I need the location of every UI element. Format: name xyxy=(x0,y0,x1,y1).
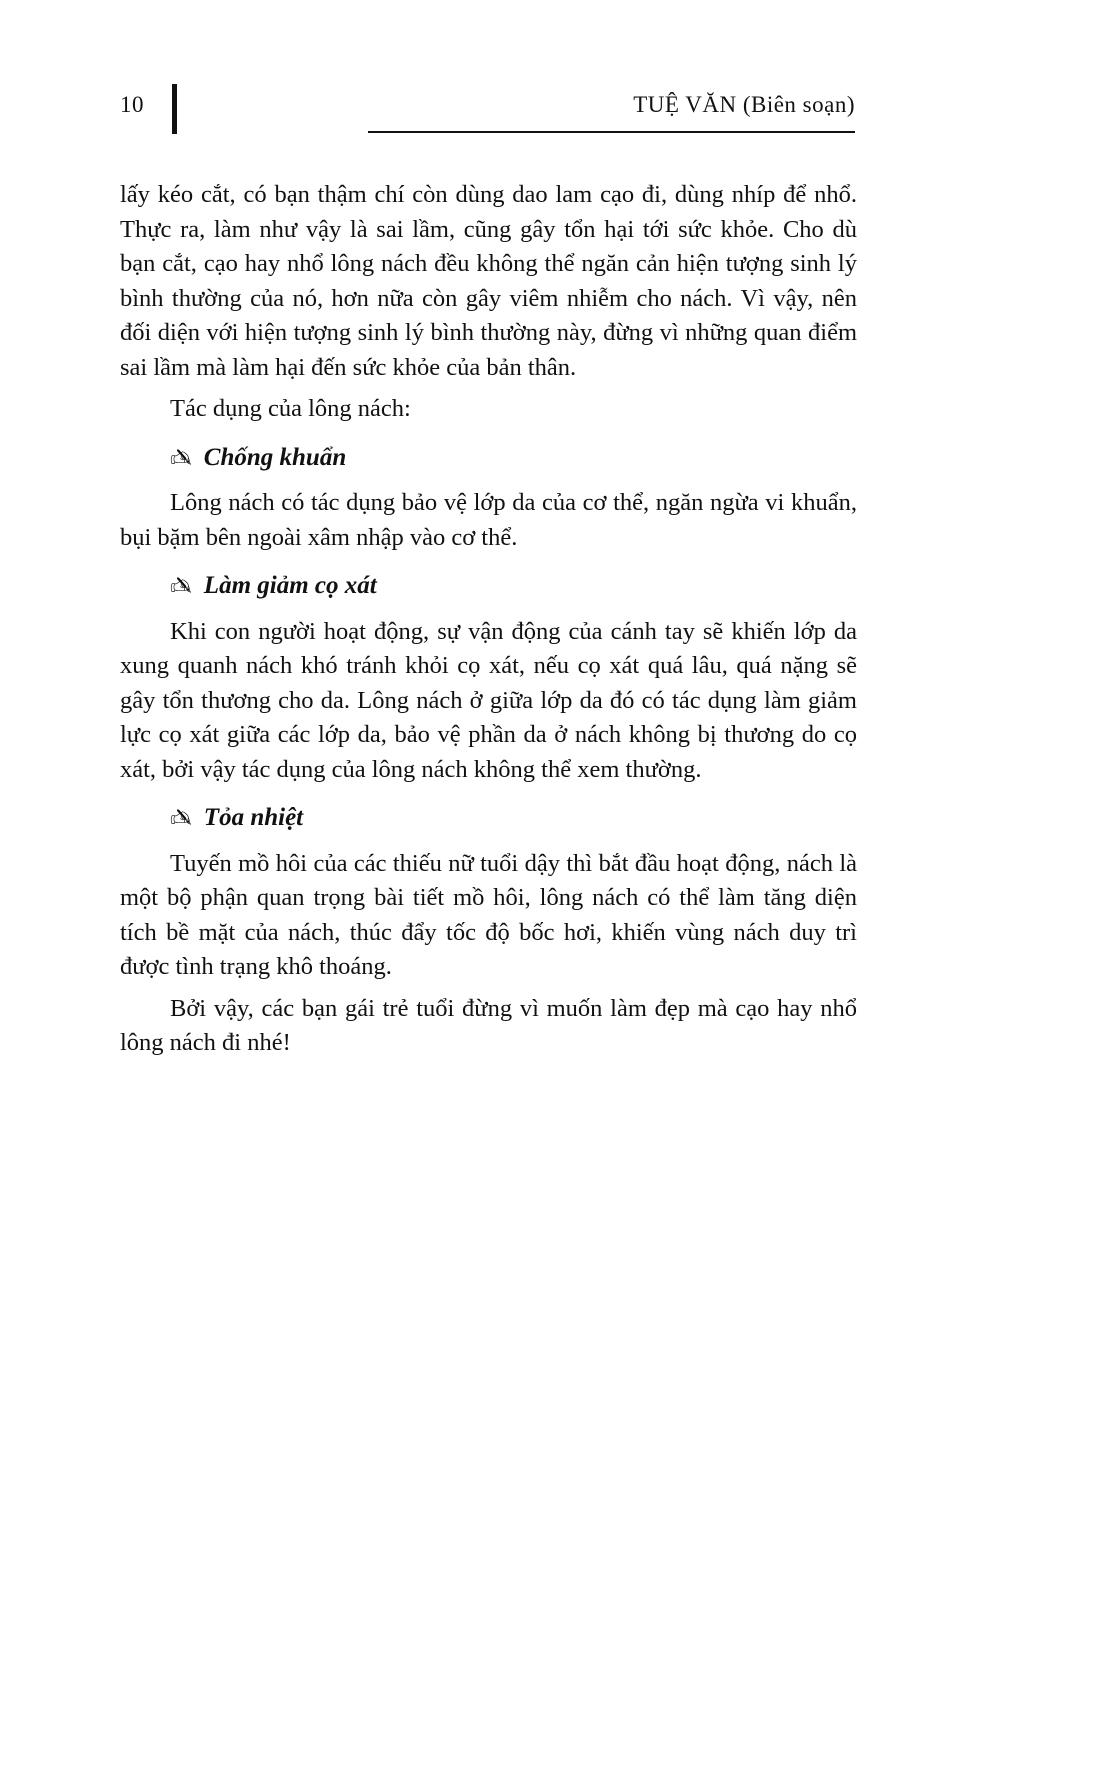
running-title: TUỆ VĂN (Biên soạn) xyxy=(633,92,855,117)
section-heading-label: Tỏa nhiệt xyxy=(203,804,304,831)
section-heading-heat xyxy=(170,800,857,836)
section-heading-label: Chống khuẩn xyxy=(203,443,347,471)
paragraph-lead-in: Tác dụng của lông nách: xyxy=(170,395,411,422)
paragraph-intro: lấy kéo cắt, có bạn thậm chí còn dùng dao lam cạo đi, dùng nhíp để nhổ. Thực ra, làm như vậy là sai lầm, cũng gây tổn hại tới sức khỏe. Cho dù bạn cắt, cạo hay nhổ lông nách đều không thể ngăn cản hiện tượng sinh lý bình thường của nó, hơn nữa còn gây viêm nhiễm cho nách. Vì vậy, nên đối diện với hiện tượng sinh lý bình thường này, đừng vì những quan điểm sai lầm mà làm hại đến sức khỏe của bản thân. xyxy=(120,181,857,381)
section-body: Khi con người hoạt động, sự vận động của cánh tay sẽ khiến lớp da xung quanh nách khó tránh khỏi cọ xát, nếu cọ xát quá lâu, quá nặng sẽ gây tổn thương cho da. Lông nách ở giữa lớp da đó có tác dụng làm giảm lực cọ xát giữa các lớp da, bảo vệ phần da ở nách không bị thương do cọ xát, bởi vậy tác dụng của lông nách không thể xem thường. xyxy=(120,617,857,783)
section-heading-antibacterial xyxy=(170,440,857,476)
page-header xyxy=(0,0,1103,150)
page-body xyxy=(120,178,857,1068)
writing-hand-icon: ✍ xyxy=(170,804,192,834)
writing-hand-icon: ✍ xyxy=(170,443,192,474)
section-body: Tuyến mồ hôi của các thiếu nữ tuổi dậy thì bắt đầu hoạt động, nách là một bộ phận quan trọng bài tiết mồ hôi, lông nách có thể làm tăng diện tích bề mặt của nách, thúc đẩy tốc độ bốc hơi, khiến vùng nách duy trì được tình trạng khô thoáng. xyxy=(120,849,857,980)
header-rule xyxy=(368,131,855,133)
section-heading-friction xyxy=(170,568,857,604)
header-divider-bar xyxy=(172,84,177,134)
section-heading-label: Làm giảm cọ xát xyxy=(203,572,377,599)
paragraph-closing: Bởi vậy, các bạn gái trẻ tuổi đừng vì muốn làm đẹp mà cạo hay nhổ lông nách đi nhé! xyxy=(120,994,857,1056)
section-body: Lông nách có tác dụng bảo vệ lớp da của cơ thể, ngăn ngừa vi khuẩn, bụi bặm bên ngoài xâm nhập vào cơ thể. xyxy=(120,489,857,551)
page-number: 10 xyxy=(120,92,144,117)
writing-hand-icon: ✍ xyxy=(170,572,192,602)
